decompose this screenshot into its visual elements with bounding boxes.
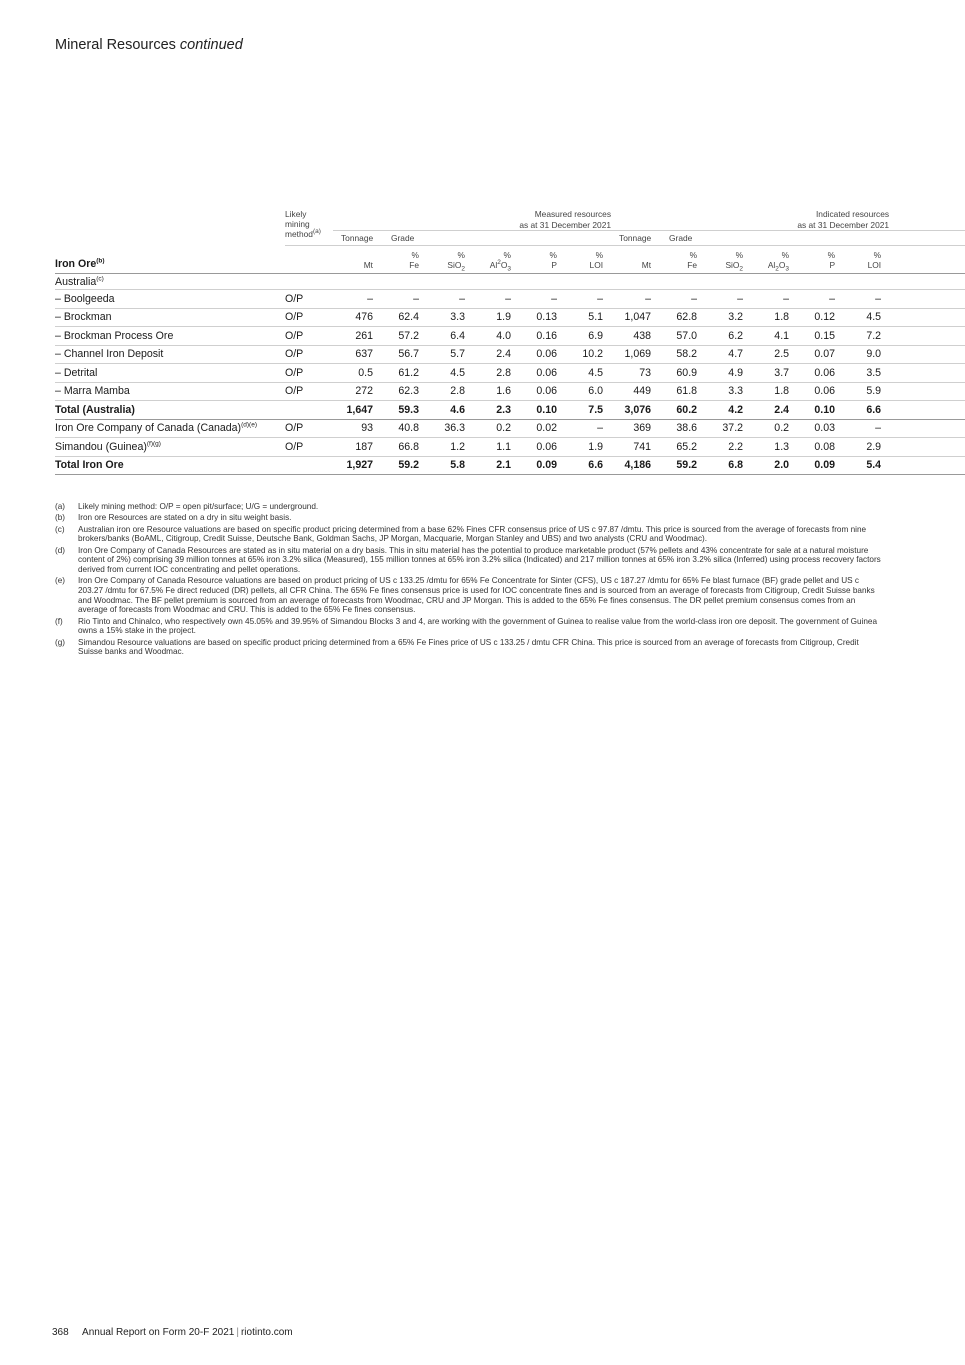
unit-al-sub2: 3	[785, 265, 790, 273]
value-cell: 59.3	[381, 401, 427, 420]
footer-separator: |	[236, 1327, 239, 1338]
method-header-1: Likely	[285, 209, 307, 219]
mining-method: O/P	[285, 438, 333, 457]
footnote-text: Australian iron ore Resource valuations are based on specific product pricing determined from a base 62% Fines CFR consensus price of US c 97.87 /dmtu. This price is sourced from the average of forecasts from nine brokers/banks (BoAML, Citigroup, Credit Suisse, Deutsche Bank, Goldman Sachs, JP Morgan, Macquarie, Morgan Stanley and UBS) and two analysts (CRU and Woodmac).	[78, 524, 867, 544]
method-header-3: method	[285, 229, 313, 239]
unit-al-sub: 3	[507, 265, 511, 273]
value-cell: 10.2	[565, 345, 611, 364]
footnote-key: (g)	[55, 637, 66, 647]
value-cell: 4.5	[427, 364, 473, 383]
value-cell: 93	[333, 419, 381, 438]
footnote-text: Likely mining method: O/P = open pit/surface; U/G = underground.	[78, 502, 319, 511]
value-cell: 0.03	[797, 419, 843, 438]
value-cell: 2.8	[427, 382, 473, 401]
value-cell: 741	[611, 438, 659, 457]
value-cell: 4.7	[705, 345, 751, 364]
table-row	[55, 308, 965, 327]
unit-pct: %	[781, 250, 790, 260]
row-name	[55, 345, 285, 364]
row-padding	[889, 290, 965, 309]
footnote-key: (c)	[55, 524, 65, 534]
footnote-key: (a)	[55, 502, 66, 511]
value-cell: 3.2	[705, 308, 751, 327]
table-row	[55, 382, 965, 401]
footnote	[55, 546, 885, 575]
value-cell: 1.3	[751, 438, 797, 457]
row-header: Iron Ore	[55, 258, 97, 270]
row-name-text: – Brockman Process Ore	[55, 329, 174, 342]
value-cell: 0.2	[473, 419, 519, 438]
mining-method: O/P	[285, 364, 333, 383]
mining-method: O/P	[285, 382, 333, 401]
unit-pct: %	[503, 250, 511, 260]
value-cell: 2.4	[751, 401, 797, 420]
value-cell: 0.09	[519, 456, 565, 475]
mining-method	[285, 456, 333, 475]
value-cell: 261	[333, 327, 381, 346]
table-body	[55, 290, 965, 475]
value-cell: 0.2	[751, 419, 797, 438]
unit-pct: %	[411, 250, 419, 260]
value-cell: –	[427, 290, 473, 309]
mining-method: O/P	[285, 345, 333, 364]
value-cell: 5.7	[427, 345, 473, 364]
value-cell: 449	[611, 382, 659, 401]
value-cell: 56.7	[381, 345, 427, 364]
value-cell: 3.3	[705, 382, 751, 401]
unit-pct: %	[549, 250, 557, 260]
row-padding	[889, 364, 965, 383]
value-cell: 36.3	[427, 419, 473, 438]
value-cell: 1.6	[473, 382, 519, 401]
page-number: 368	[52, 1327, 69, 1338]
value-cell: –	[381, 290, 427, 309]
indicated-grade-label: Grade	[659, 231, 705, 246]
value-cell: 0.16	[519, 327, 565, 346]
unit-loi: LOI	[867, 260, 882, 270]
table-row	[55, 327, 965, 346]
value-cell: 0.02	[519, 419, 565, 438]
value-cell: 40.8	[381, 419, 427, 438]
value-cell: 0.12	[797, 308, 843, 327]
row-name-text: Total Iron Ore	[55, 459, 124, 472]
row-name-text: – Brockman	[55, 311, 112, 324]
footnote	[55, 502, 885, 512]
row-padding	[889, 419, 965, 438]
value-cell: 1.2	[427, 438, 473, 457]
footnote	[55, 617, 885, 636]
unit-al: Al	[767, 260, 776, 270]
table-row	[55, 419, 965, 438]
row-padding	[889, 327, 965, 346]
row-note: (f)(g)	[146, 440, 161, 448]
value-cell: 4.9	[705, 364, 751, 383]
value-cell: 1.8	[751, 382, 797, 401]
unit-al-o: O	[500, 260, 508, 270]
value-cell: 0.13	[519, 308, 565, 327]
value-cell: 73	[611, 364, 659, 383]
table-row	[55, 401, 965, 420]
header-row-subgroups	[55, 231, 965, 246]
value-cell: 369	[611, 419, 659, 438]
unit-pct: %	[735, 250, 744, 260]
footnote-text: Iron ore Resources are stated on a dry in situ weight basis.	[78, 513, 292, 523]
value-cell: 38.6	[659, 419, 705, 438]
value-cell: 2.9	[843, 438, 889, 457]
value-cell: 6.9	[565, 327, 611, 346]
value-cell: 0.06	[797, 364, 843, 383]
value-cell: 2.4	[473, 345, 519, 364]
unit-pct: %	[873, 250, 882, 260]
value-cell: 1,647	[333, 401, 381, 420]
value-cell: 4.1	[751, 327, 797, 346]
footnote-key: (d)	[55, 545, 66, 555]
row-padding	[889, 308, 965, 327]
header-row-groups	[55, 209, 965, 231]
value-cell: 4.2	[705, 401, 751, 420]
indicated-header-2: as at 31 December 2021	[797, 219, 890, 230]
value-cell: 0.10	[797, 401, 843, 420]
row-padding	[889, 401, 965, 420]
row-name	[55, 419, 285, 438]
site-link[interactable]: riotinto.com	[240, 1327, 293, 1338]
footnote	[55, 525, 885, 544]
value-cell: 6.6	[565, 456, 611, 475]
mining-method	[285, 401, 333, 420]
method-header-2: mining	[285, 219, 310, 229]
table-row	[55, 438, 965, 457]
row-name-text: – Boolgeeda	[55, 292, 115, 305]
page-title-suffix: continued	[179, 37, 243, 53]
value-cell: 6.4	[427, 327, 473, 346]
measured-header-1: Measured resources	[534, 209, 612, 219]
measured-tonnage-label: Tonnage	[333, 231, 381, 246]
row-name	[55, 290, 285, 309]
value-cell: 4.5	[565, 364, 611, 383]
row-name-text: – Detrital	[55, 366, 98, 379]
value-cell: 1,069	[611, 345, 659, 364]
value-cell: 4.0	[473, 327, 519, 346]
row-name	[55, 456, 285, 475]
row-name-text: – Channel Iron Deposit	[55, 348, 164, 361]
value-cell: 6.8	[705, 456, 751, 475]
value-cell: 2.1	[473, 456, 519, 475]
value-cell: 0.06	[519, 382, 565, 401]
unit-mt-measured: Mt	[333, 246, 381, 274]
row-padding	[889, 456, 965, 475]
value-cell: 1.1	[473, 438, 519, 457]
unit-al-o: O	[778, 260, 786, 270]
header-row-units	[55, 246, 965, 274]
unit-p: P	[829, 260, 836, 270]
value-cell: –	[565, 419, 611, 438]
value-cell: 476	[333, 308, 381, 327]
row-padding	[889, 345, 965, 364]
value-cell: 62.4	[381, 308, 427, 327]
footnote-text: Rio Tinto and Chinalco, who respectively own 45.05% and 39.95% of Simandou Blocks 3 and 4, are working with the government of Guinea to realise value from the world-class iron ore deposit. The government of Guinea owns a 15% stake in the project.	[78, 616, 878, 636]
value-cell: 0.06	[519, 345, 565, 364]
row-name-text: Simandou (Guinea)	[55, 440, 147, 453]
value-cell: 1.9	[473, 308, 519, 327]
footnote-text: Iron Ore Company of Canada Resource valuations are based on product pricing of US c 133.25 /dmtu for 65% Fe Concentrate for Sinter (CFS), US c 187.27 /dmtu for 65% Fe blast furnace (BF) grade pellet and US c 203.27 /dmtu for 67.5% Fe direct reduced (DR) pellets, all CFR China. The 65% Fe fines consensus price is used for IOC concentrate fines and is sourced from an average of forecasts from Citigroup, Credit Suisse banks and Woodmac. The BF pellet premium is sourced from an average of forecasts from Woodmac, CRU and JP Morgan. This is added to the 65% Fe fines consensus. The DR pellet premium consensus comes from an average of forecasts from Woodmac and CRU. This is added to the 65% Fe fines consensus.	[78, 576, 875, 615]
value-cell: 0.07	[797, 345, 843, 364]
value-cell: 0.15	[797, 327, 843, 346]
value-cell: 3.3	[427, 308, 473, 327]
value-cell: 0.09	[797, 456, 843, 475]
value-cell: 3,076	[611, 401, 659, 420]
value-cell: –	[565, 290, 611, 309]
value-cell: 1.8	[751, 308, 797, 327]
footnote-key: (e)	[55, 576, 66, 586]
value-cell: 3.5	[843, 364, 889, 383]
value-cell: 1,927	[333, 456, 381, 475]
value-cell: –	[611, 290, 659, 309]
row-name	[55, 327, 285, 346]
row-name-text: Iron Ore Company of Canada (Canada)	[55, 422, 242, 435]
page-footer	[52, 1327, 293, 1338]
iron-ore-resources-table	[55, 209, 965, 475]
value-cell: 61.8	[659, 382, 705, 401]
value-cell: 6.6	[843, 401, 889, 420]
value-cell: 0.10	[519, 401, 565, 420]
unit-fe: Fe	[687, 260, 698, 270]
unit-p: P	[551, 260, 557, 270]
mining-method: O/P	[285, 290, 333, 309]
value-cell: 59.2	[381, 456, 427, 475]
value-cell: 57.0	[659, 327, 705, 346]
value-cell: 2.8	[473, 364, 519, 383]
unit-mt-indicated: Mt	[611, 246, 659, 274]
value-cell: 57.2	[381, 327, 427, 346]
value-cell: 59.2	[659, 456, 705, 475]
value-cell: 6.2	[705, 327, 751, 346]
footnote-key: (f)	[55, 616, 63, 626]
table-row	[55, 290, 965, 309]
mining-method: O/P	[285, 308, 333, 327]
value-cell: –	[751, 290, 797, 309]
table-row	[55, 364, 965, 383]
unit-al-sup: 2	[497, 259, 501, 267]
value-cell: 5.1	[565, 308, 611, 327]
value-cell: 0.08	[797, 438, 843, 457]
value-cell: 438	[611, 327, 659, 346]
value-cell: 3.7	[751, 364, 797, 383]
row-header-note: (b)	[96, 257, 105, 265]
unit-al-sub1: 2	[775, 265, 779, 273]
region-note: (c)	[96, 274, 104, 282]
value-cell: 637	[333, 345, 381, 364]
value-cell: –	[705, 290, 751, 309]
value-cell: 61.2	[381, 364, 427, 383]
value-cell: 62.3	[381, 382, 427, 401]
unit-pct: %	[595, 250, 604, 260]
value-cell: 0.06	[519, 438, 565, 457]
value-cell: 1,047	[611, 308, 659, 327]
value-cell: 2.0	[751, 456, 797, 475]
unit-loi: LOI	[589, 260, 604, 270]
value-cell: –	[843, 419, 889, 438]
mining-method: O/P	[285, 419, 333, 438]
unit-pct: %	[689, 250, 698, 260]
method-header-note: (a)	[312, 228, 321, 236]
value-cell: 1.9	[565, 438, 611, 457]
unit-pct: %	[457, 250, 465, 260]
value-cell: 60.2	[659, 401, 705, 420]
value-cell: 4.6	[427, 401, 473, 420]
value-cell: 5.9	[843, 382, 889, 401]
value-cell: 2.2	[705, 438, 751, 457]
footnote-key: (b)	[55, 513, 66, 523]
page-title	[55, 37, 243, 53]
row-name	[55, 308, 285, 327]
value-cell: 7.5	[565, 401, 611, 420]
footnote	[55, 513, 885, 523]
footnote	[55, 576, 885, 615]
row-name-text: Total (Australia)	[55, 403, 135, 416]
indicated-tonnage-label: Tonnage	[611, 231, 659, 246]
value-cell: 58.2	[659, 345, 705, 364]
value-cell: 2.3	[473, 401, 519, 420]
row-name	[55, 401, 285, 420]
footnotes	[55, 502, 885, 659]
footnote	[55, 638, 885, 657]
unit-fe: Fe	[409, 260, 419, 270]
row-name-text: – Marra Mamba	[55, 385, 130, 398]
footnote-text: Iron Ore Company of Canada Resources are stated as in situ material on a dry basis. This in situ material has the potential to produce marketable product (57% pellets and 43% concentrate for sale at a natural moisture content of 2%) comprising 39 million tonnes at 65% iron 3.2% silica (Measured), 155 million tonnes at 65% iron 3.2% silica (Indicated) and 217 million tonnes at 65% iron 3.2% silica (Inferred) using process recovery factors derived from current IOC concentrating and pellet operations.	[78, 545, 881, 574]
value-cell: 0.06	[797, 382, 843, 401]
value-cell: 272	[333, 382, 381, 401]
unit-pct: %	[827, 250, 836, 260]
table-row	[55, 456, 965, 475]
value-cell: 187	[333, 438, 381, 457]
mining-method: O/P	[285, 327, 333, 346]
value-cell: 66.8	[381, 438, 427, 457]
page-title-text: Mineral Resources	[55, 37, 176, 53]
value-cell: 4,186	[611, 456, 659, 475]
value-cell: 65.2	[659, 438, 705, 457]
value-cell: 60.9	[659, 364, 705, 383]
value-cell: 62.8	[659, 308, 705, 327]
value-cell: 37.2	[705, 419, 751, 438]
table-row	[55, 345, 965, 364]
unit-sio-sub: 2	[739, 265, 744, 273]
value-cell: –	[333, 290, 381, 309]
value-cell: 5.4	[843, 456, 889, 475]
value-cell: 4.5	[843, 308, 889, 327]
value-cell: 0.06	[519, 364, 565, 383]
measured-header-2: as at 31 December 2021	[519, 219, 612, 230]
value-cell: –	[519, 290, 565, 309]
row-name	[55, 364, 285, 383]
region-label: Australia	[55, 275, 97, 288]
row-padding	[889, 438, 965, 457]
value-cell: –	[659, 290, 705, 309]
unit-sio: SiO	[725, 260, 740, 270]
row-name	[55, 382, 285, 401]
value-cell: 5.8	[427, 456, 473, 475]
value-cell: 2.5	[751, 345, 797, 364]
value-cell: –	[843, 290, 889, 309]
value-cell: –	[797, 290, 843, 309]
value-cell: –	[473, 290, 519, 309]
row-note: (d)(e)	[241, 421, 257, 429]
indicated-header-1: Indicated resources	[815, 209, 890, 219]
unit-al: Al	[489, 260, 498, 270]
measured-grade-label: Grade	[381, 231, 427, 246]
region-row	[55, 274, 965, 290]
value-cell: 9.0	[843, 345, 889, 364]
row-padding	[889, 382, 965, 401]
footnote-text: Simandou Resource valuations are based on specific product pricing determined from a 65% Fe Fines price of US c 133.25 / dmtu CFR China. This price is sourced from an average of forecasts from Citigroup, Credit Suisse banks and Woodmac.	[78, 637, 859, 657]
value-cell: 0.5	[333, 364, 381, 383]
row-name	[55, 438, 285, 457]
unit-sio-sub: 2	[461, 265, 465, 273]
report-name: Annual Report on Form 20-F 2021	[82, 1327, 235, 1338]
unit-sio: SiO	[447, 260, 462, 270]
value-cell: 7.2	[843, 327, 889, 346]
value-cell: 6.0	[565, 382, 611, 401]
